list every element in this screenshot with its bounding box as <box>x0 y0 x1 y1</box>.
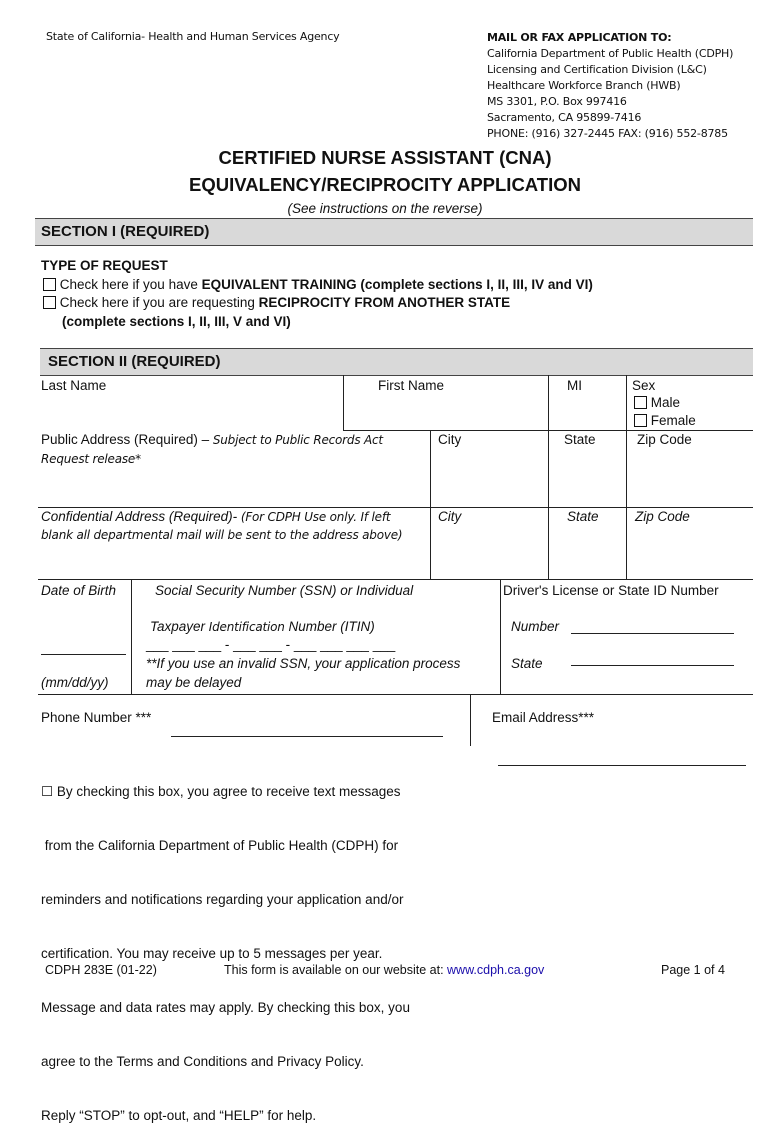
divider <box>38 507 753 508</box>
text-consent-block[interactable] <box>41 747 410 1143</box>
label-text: Identification <box>208 620 285 634</box>
option-text: Check here if you are requesting <box>59 295 259 310</box>
state-label: State <box>567 509 599 524</box>
reciprocity-checkbox[interactable] <box>43 296 56 309</box>
ssn-warning-cont: may be delayed <box>146 675 242 690</box>
mail-line: California Department of Public Health (CDPH) <box>487 47 734 60</box>
divider <box>548 375 549 431</box>
label-note: Subject to Public Records Act <box>212 433 383 447</box>
agency-name: State of California- Health and Human Services Agency <box>46 30 340 43</box>
divider <box>430 430 431 508</box>
female-option[interactable] <box>634 413 696 428</box>
email-field[interactable] <box>498 765 746 766</box>
label-note: (For CDPH Use only. If left <box>240 510 391 524</box>
mail-line: Sacramento, CA 95899-7416 <box>487 111 642 124</box>
city-label: City <box>438 432 462 447</box>
drivers-license-label: Driver's License or State ID Number <box>503 583 719 598</box>
ssn-warning: **If you use an invalid SSN, your application process <box>146 656 461 671</box>
reciprocity-sections-note: (complete sections I, II, III, V and VI) <box>62 314 291 329</box>
city-label: City <box>438 509 462 524</box>
equivalent-training-checkbox[interactable] <box>43 278 56 291</box>
dob-label: Date of Birth <box>41 583 117 598</box>
divider <box>131 580 132 694</box>
page-number: Page 1 of 4 <box>661 963 725 977</box>
phone-field[interactable] <box>171 736 443 737</box>
consent-line[interactable]: ☐ By checking this box, you agree to receive text messages <box>41 784 401 799</box>
divider <box>500 580 501 694</box>
consent-line: agree to the Terms and Conditions and Privacy Policy. <box>41 1054 364 1069</box>
label-text: Confidential Address (Required)- <box>41 509 241 524</box>
consent-line: Reply “STOP” to opt-out, and “HELP” for help. <box>41 1108 317 1123</box>
confidential-address-note: blank all departmental mail will be sent to the address above) <box>41 528 403 542</box>
option-bold-text: EQUIVALENT TRAINING (complete sections I, II, III, IV and VI) <box>201 277 593 292</box>
label-text: Taxpayer <box>150 619 209 634</box>
divider <box>470 694 471 746</box>
consent-line: from the California Department of Public Health (CDPH) for <box>41 838 399 853</box>
last-name-label: Last Name <box>41 378 107 393</box>
divider <box>38 694 753 695</box>
dob-field-line[interactable] <box>41 654 126 655</box>
male-checkbox[interactable] <box>634 396 647 409</box>
equivalent-training-option[interactable] <box>43 277 593 292</box>
label-text: Number (ITIN) <box>284 619 375 634</box>
mail-line: MS 3301, P.O. Box 997416 <box>487 95 627 108</box>
mail-title: MAIL OR FAX APPLICATION TO: <box>487 31 672 44</box>
divider <box>626 507 627 579</box>
divider <box>626 430 627 508</box>
ssn-label: Social Security Number (SSN) or Individual <box>155 583 414 598</box>
male-option[interactable] <box>634 395 680 410</box>
website-text: This form is available on our website at: <box>224 963 448 977</box>
mail-line: PHONE: (916) 327-2445 FAX: (916) 552-8785 <box>487 127 728 140</box>
public-address-note: Request release* <box>41 452 141 466</box>
mailing-address-block <box>487 30 733 142</box>
divider <box>343 375 344 431</box>
female-checkbox[interactable] <box>634 414 647 427</box>
mail-line: Licensing and Certification Division (L&C) <box>487 63 707 76</box>
consent-line: reminders and notifications regarding your application and/or <box>41 892 404 907</box>
dl-state-label: State <box>511 656 543 671</box>
zip-label: Zip Code <box>635 509 690 524</box>
mail-line: Healthcare Workforce Branch (HWB) <box>487 79 681 92</box>
email-label: Email Address*** <box>492 710 595 725</box>
first-name-label: First Name <box>378 378 445 393</box>
reciprocity-option[interactable] <box>43 295 510 310</box>
female-label: Female <box>650 413 696 428</box>
ssn-input[interactable]: ___ ___ ___ - ___ ___ - ___ ___ ___ ___ <box>146 637 396 652</box>
label-text: Public Address (Required) – <box>41 432 213 447</box>
form-id: CDPH 283E (01-22) <box>45 963 157 977</box>
section-2-heading: SECTION II (REQUIRED) <box>48 353 221 370</box>
divider <box>626 375 627 431</box>
instructions-note: (See instructions on the reverse) <box>287 201 483 216</box>
male-label: Male <box>650 395 681 410</box>
divider <box>548 430 549 508</box>
divider <box>430 507 431 579</box>
section-1-heading: SECTION I (REQUIRED) <box>41 223 210 240</box>
option-bold-text: RECIPROCITY FROM ANOTHER STATE <box>258 295 511 310</box>
dl-state-field[interactable] <box>571 665 734 666</box>
confidential-address-label <box>41 509 390 524</box>
website-link[interactable]: www.cdph.ca.gov <box>447 963 545 977</box>
website-note <box>224 963 544 977</box>
dl-number-label: Number <box>511 619 560 634</box>
phone-label: Phone Number *** <box>41 710 152 725</box>
dl-number-field[interactable] <box>571 633 734 634</box>
public-address-label <box>41 432 383 447</box>
sex-label: Sex <box>632 378 656 393</box>
option-text: Check here if you have <box>59 277 202 292</box>
divider <box>548 507 549 579</box>
dob-format: (mm/dd/yy) <box>41 675 109 690</box>
consent-line: certification. You may receive up to 5 messages per year. <box>41 946 383 961</box>
mi-label: MI <box>567 378 582 393</box>
form-title-line1: CERTIFIED NURSE ASSISTANT (CNA) <box>218 147 552 168</box>
itin-label <box>150 619 375 634</box>
divider <box>38 579 753 580</box>
form-title-line2: EQUIVALENCY/RECIPROCITY APPLICATION <box>189 174 581 195</box>
zip-label: Zip Code <box>637 432 692 447</box>
type-of-request-label: TYPE OF REQUEST <box>41 258 168 273</box>
consent-line: Message and data rates may apply. By checking this box, you <box>41 1000 410 1015</box>
state-label: State <box>564 432 596 447</box>
